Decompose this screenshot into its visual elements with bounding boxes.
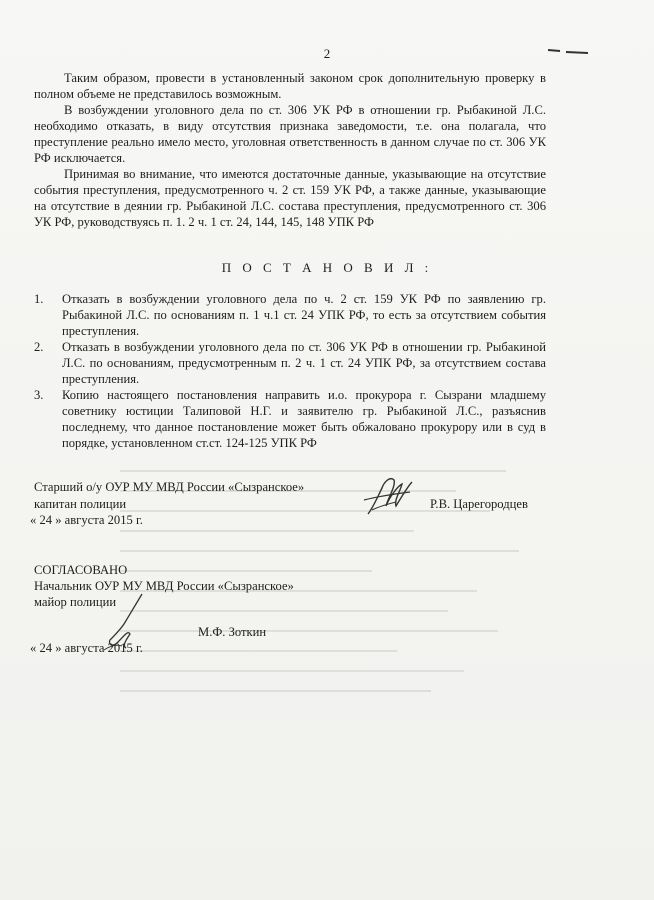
item-text: Отказать в возбуждении уголовного дела по ч. 2 ст. 159 УК РФ по заявлению гр. Рыбакиной Л.С. по основаниям п. 1 ч.1 ст. 24 УПК РФ, то есть за отсутствием события преступления. bbox=[62, 292, 546, 338]
approval-rank: майор полиции bbox=[34, 595, 117, 609]
list-item bbox=[34, 387, 546, 451]
approval-date: « 24 » августа 2015 г. bbox=[30, 641, 143, 655]
item-number: 2. bbox=[34, 340, 44, 354]
signature-icon bbox=[96, 590, 152, 660]
signer-date: « 24 » августа 2015 г. bbox=[30, 513, 143, 527]
approval-name: М.Ф. Зоткин bbox=[198, 625, 267, 639]
decision-list bbox=[34, 291, 546, 451]
signature-icon bbox=[360, 466, 420, 522]
signer-position: Старший о/у ОУР МУ МВД России «Сызранское» bbox=[34, 480, 305, 494]
item-number: 1. bbox=[34, 292, 44, 306]
page-number: 2 bbox=[323, 46, 331, 61]
list-item bbox=[34, 339, 546, 387]
scan-mark-icon bbox=[548, 46, 588, 56]
item-number: 3. bbox=[34, 388, 44, 402]
decision-title: П О С Т А Н О В И Л : bbox=[221, 260, 433, 275]
list-item bbox=[34, 291, 546, 339]
item-text: Копию настоящего постановления направить и.о. прокурора г. Сызрани младшему советнику юстиции Талиповой Н.Г. и заявителю гр. Рыбакиной Л.С., разъяснив последнему, что данное постановление может быть обжаловано прокурору или в суд в порядке, установленном ст.ст. 124-125 УПК РФ bbox=[62, 388, 546, 450]
bleed-through-shadow bbox=[120, 470, 540, 870]
body-paragraph-2: В возбуждении уголовного дела по ст. 306 УК РФ в отношении гр. Рыбакиной Л.С. необходимо отказать, в виду отсутствия признака заведомости, т.е. она полагала, что преступление реально имело место, уголовная ответственность в данном случае по ст. 306 УК РФ исключается. bbox=[34, 103, 546, 165]
approval-heading: СОГЛАСОВАНО bbox=[34, 563, 128, 577]
item-text: Отказать в возбуждении уголовного дела по ст. 306 УК РФ в отношении гр. Рыбакиной Л.С. по основаниям, предусмотренным п. 2 ч. 1 ст. 24 УПК РФ, за отсутствием состава преступления. bbox=[62, 340, 546, 386]
body-paragraph-3: Принимая во внимание, что имеются достаточные данные, указывающие на отсутствие события преступления, предусмотренного ч. 2 ст. 159 УК РФ, а также данные, указывающие на отсутствие в деянии гр. Рыбакиной Л.С. состава преступления, предусмотренного ст. 306 УК РФ, руководствуясь п. 1. 2 ч. 1 ст. 24, 144, 145, 148 УПК РФ bbox=[34, 167, 546, 229]
signer-rank: капитан полиции bbox=[34, 497, 127, 511]
approval-position: Начальник ОУР МУ МВД России «Сызранское» bbox=[34, 579, 294, 593]
signer-name: Р.В. Царегородцев bbox=[430, 497, 528, 511]
body-paragraph-1: Таким образом, провести в установленный законом срок дополнительную проверку в полном объеме не представилось возможным. bbox=[34, 71, 546, 101]
